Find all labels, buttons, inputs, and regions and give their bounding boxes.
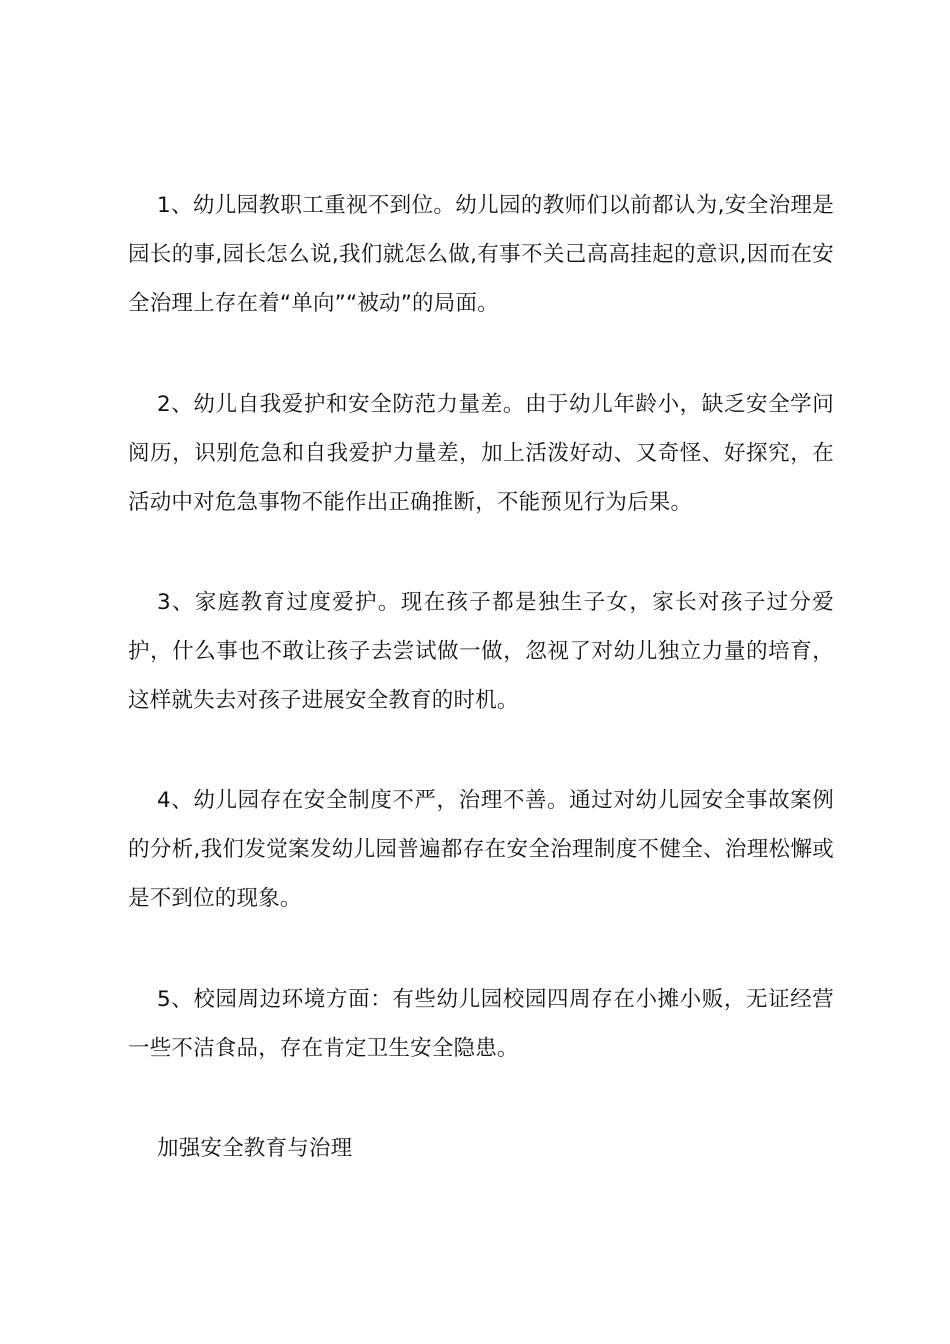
paragraph-3: 3、家庭教育过度爱护。现在孩子都是独生子女，家长对孩子过分爱护，什么事也不敢让孩子去尝试做一做，忽视了对幼儿独立力量的培育，这样就失去对孩子进展安全教育的时机。 [128,590,834,713]
paragraph-4: 4、幼儿园存在安全制度不严，治理不善。通过对幼儿园安全事故案例的分析,我们发觉案发幼儿园普遍都存在安全治理制度不健全、治理松懈或是不到位的现象。 [128,788,834,911]
paragraph-1: 1、幼儿园教职工重视不到位。幼儿园的教师们以前都认为,安全治理是园长的事,园长怎么说,我们就怎么做,有事不关己高高挂起的意识,因而在安全治理上存在着“单向”“被动”的局面。 [128,193,834,316]
paragraph-2: 2、幼儿自我爱护和安全防范力量差。由于幼儿年龄小，缺乏安全学问阅历，识别危急和自我爱护力量差，加上活泼好动、又奇怪、好探究，在活动中对危急事物不能作出正确推断，不能预见行为后果。 [128,392,834,515]
section-heading: 加强安全教育与治理 [157,1136,353,1161]
paragraph-5: 5、校园周边环境方面：有些幼儿园校园四周存在小摊小贩，无证经营一些不洁食品，存在肯定卫生安全隐患。 [128,987,834,1061]
